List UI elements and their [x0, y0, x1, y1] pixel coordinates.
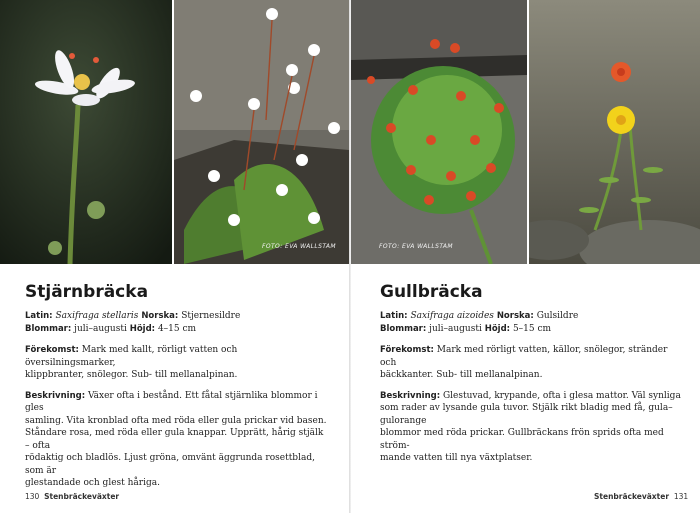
photo-gullbracka-cushion [351, 0, 527, 264]
right-footer [594, 492, 688, 501]
species-title: Stjärnbräcka [25, 282, 149, 302]
page-number: 130 [25, 492, 40, 501]
running-head: Stenbräckeväxter [44, 492, 120, 501]
photo-stjarnbracka-closeup [0, 0, 172, 264]
book-gutter [349, 0, 351, 513]
bloom-line: Blommar: juli–augusti Höjd: 4–15 cm [25, 324, 197, 334]
latin-line: Latin: Saxifraga aizoides Norska: Gulsildre [380, 311, 579, 321]
species-title: Gullbräcka [380, 282, 483, 302]
latin-line: Latin: Saxifraga stellaris Norska: Stjernesildre [25, 311, 241, 321]
left-footer [25, 492, 119, 501]
photo-stjarnbracka-habitat [174, 0, 349, 264]
page-number: 131 [673, 492, 689, 501]
occurrence-paragraph: Förekomst: Mark med rörligt vatten, källor, snölegor, stränder och bäckkanter. Sub- till mellanalpinan. [380, 345, 668, 380]
description-paragraph: Beskrivning: Glestuvad, krypande, ofta i glesa mattor. Väl synliga som rader av lysande gula tuvor. Stjälk rikt bladig med få, gula–gulorange blommor med röda prickar. Gullbräckans frön sprids ofta med ström- mande vatten till nya växtplatser. [380, 390, 681, 463]
photo-credit: FOTO: EVA WALLSTAM [379, 243, 453, 250]
latin-name: Saxifraga aizoides [410, 311, 494, 321]
photo-credit: FOTO: EVA WALLSTAM [262, 243, 336, 250]
left-page-text [25, 282, 330, 490]
norwegian-name: Stjernesildre [181, 311, 241, 321]
photo-gullbracka-closeup [529, 0, 700, 264]
description-paragraph: Beskrivning: Växer ofta i bestånd. Ett fåtal stjärnlika blommor i gles samling. Vita kronblad ofta med röda eller gula prickar vid basen. Ståndare rosa, med röda eller gula knappar. Upprätt, hårig stjälk – ofta rödaktig och bladlös. Ljust gröna, omvänt äggrunda rosettblad, som är glestandade och glest håriga. [25, 390, 327, 488]
occurrence-paragraph: Förekomst: Mark med kallt, rörligt vatten och översilningsmarker, klippbranter, snölegor. Sub- till mellanalpinan. [25, 345, 238, 380]
norwegian-name: Gulsildre [536, 311, 579, 321]
running-head: Stenbräckeväxter [594, 492, 670, 501]
right-page-text [380, 282, 685, 465]
bloom-line: Blommar: juli–augusti Höjd: 5–15 cm [380, 324, 552, 334]
latin-name: Saxifraga stellaris [55, 311, 139, 321]
